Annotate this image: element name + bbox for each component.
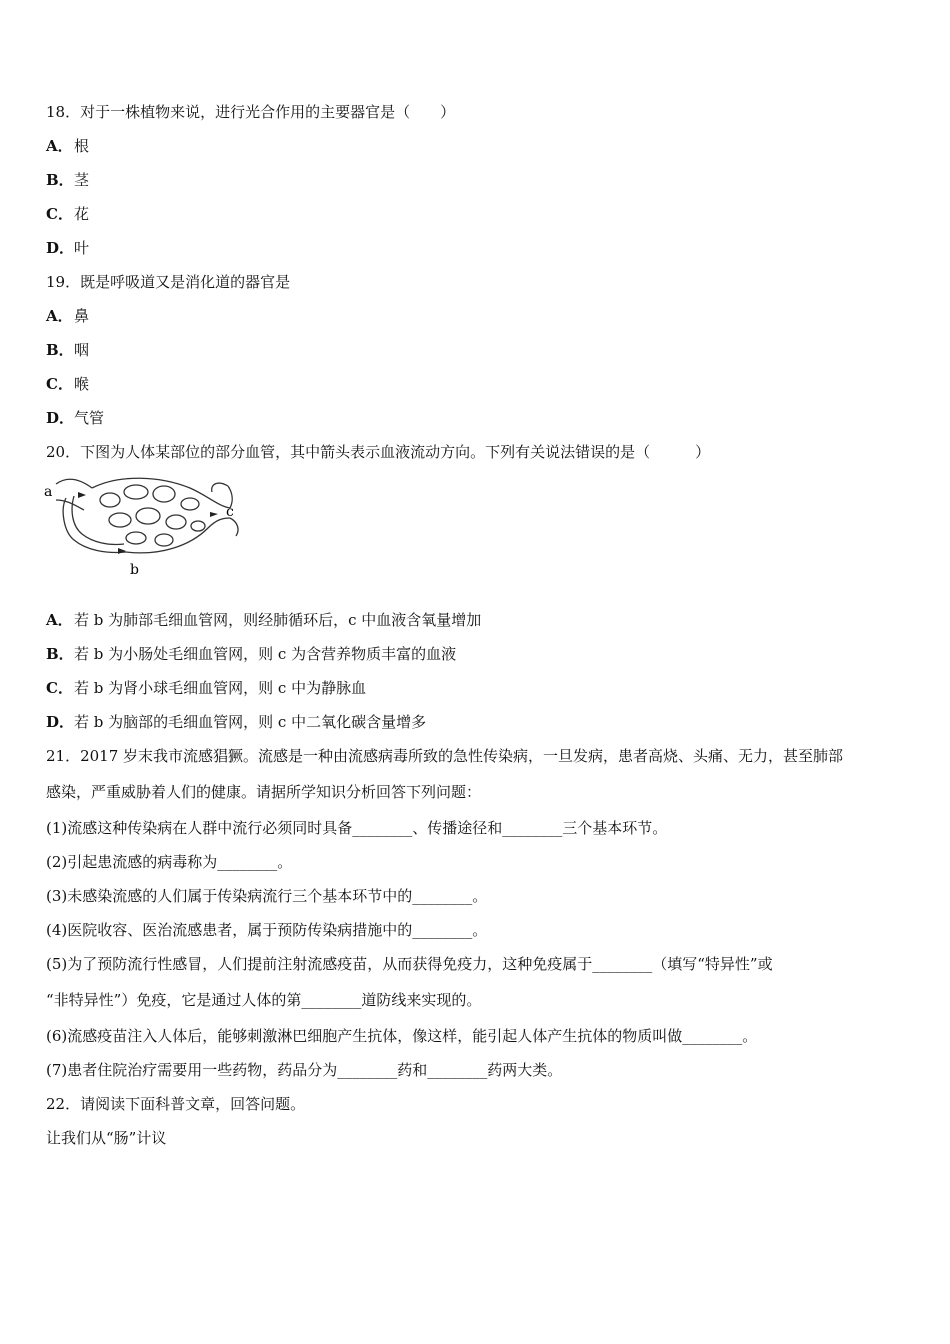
q21-stem-line1: 21．2017 岁末我市流感猖獗。流感是一种由流感病毒所致的急性传染病，一旦发病，患者高烧、头痛、无力，甚至肺部 bbox=[46, 747, 844, 765]
option-letter: B． bbox=[46, 341, 74, 359]
label-b: b bbox=[130, 562, 139, 578]
q18-option-c bbox=[46, 204, 89, 224]
option-letter: C． bbox=[46, 205, 73, 223]
q19-option-d bbox=[46, 408, 104, 428]
option-text: 叶 bbox=[74, 239, 90, 257]
q20-option-b bbox=[46, 644, 456, 664]
q19-option-b bbox=[46, 340, 89, 360]
option-text: 若 b 为肺部毛细血管网，则经肺循环后，c 中血液含氧量增加 bbox=[74, 611, 482, 629]
arrow-c bbox=[210, 512, 218, 517]
q21-sub5-line1: (5)为了预防流行性感冒，人们提前注射流感疫苗，从而获得免疫力，这种免疫属于________（填写“特异性”或 bbox=[46, 955, 773, 973]
q20-option-a bbox=[46, 610, 481, 630]
arrow-b bbox=[118, 548, 126, 554]
vessel-loop-inner bbox=[72, 496, 124, 545]
option-letter: D． bbox=[46, 713, 75, 731]
q21-sub3: (3)未感染流感的人们属于传染病流行三个基本环节中的________。 bbox=[46, 887, 488, 905]
q21-sub1: (1)流感这种传染病在人群中流行必须同时具备________、传播途径和________三个基本环节。 bbox=[46, 819, 668, 837]
option-letter: C． bbox=[46, 679, 73, 697]
arrow-a bbox=[78, 492, 86, 498]
option-text: 茎 bbox=[74, 171, 90, 189]
q18-option-a bbox=[46, 136, 89, 156]
q20-option-d bbox=[46, 712, 426, 732]
option-text: 咽 bbox=[74, 341, 90, 359]
option-text: 根 bbox=[74, 137, 90, 155]
q22-article-title: 让我们从“肠”计议 bbox=[46, 1129, 167, 1147]
q19-option-c bbox=[46, 374, 89, 394]
q21-sub7: (7)患者住院治疗需要用一些药物，药品分为________药和________药两大类。 bbox=[46, 1061, 563, 1079]
q21-sub4: (4)医院收容、医治流感患者，属于预防传染病措施中的________。 bbox=[46, 921, 488, 939]
option-letter: A． bbox=[46, 137, 73, 155]
q21-sub6: (6)流感疫苗注入人体后，能够刺激淋巴细胞产生抗体，像这样，能引起人体产生抗体的物质叫做________。 bbox=[46, 1027, 758, 1045]
option-text: 若 b 为小肠处毛细血管网，则 c 为含营养物质丰富的血液 bbox=[74, 645, 457, 663]
q18-option-b bbox=[46, 170, 89, 190]
option-text: 气管 bbox=[74, 409, 105, 427]
label-c: c bbox=[226, 504, 234, 520]
q22-stem: 22．请阅读下面科普文章，回答问题。 bbox=[46, 1095, 306, 1113]
vessel-a-top bbox=[56, 479, 92, 488]
option-text: 喉 bbox=[74, 375, 90, 393]
option-letter: B． bbox=[46, 645, 74, 663]
option-letter: D． bbox=[46, 239, 75, 257]
q18-option-d bbox=[46, 238, 89, 258]
vessel-c-branch bbox=[212, 483, 228, 492]
label-a: a bbox=[44, 484, 53, 500]
q19-stem: 19．既是呼吸道又是消化道的器官是 bbox=[46, 273, 291, 291]
option-letter: C． bbox=[46, 375, 73, 393]
option-letter: A． bbox=[46, 307, 73, 325]
blood-vessel-figure bbox=[40, 470, 260, 582]
q21-sub5-line2: “非特异性”）免疫，它是通过人体的第________道防线来实现的。 bbox=[46, 991, 482, 1009]
q18-stem: 18．对于一株植物来说，进行光合作用的主要器官是（ ） bbox=[46, 103, 456, 121]
option-letter: A． bbox=[46, 611, 73, 629]
option-letter: B． bbox=[46, 171, 74, 189]
option-text: 若 b 为脑部的毛细血管网，则 c 中二氧化碳含量增多 bbox=[74, 713, 427, 731]
vessel-a-bottom bbox=[56, 500, 84, 510]
option-text: 鼻 bbox=[74, 307, 90, 325]
q21-stem-line2: 感染，严重威胁着人们的健康。请据所学知识分析回答下列问题： bbox=[46, 783, 482, 801]
q19-option-a bbox=[46, 306, 89, 326]
q21-sub2: (2)引起患流感的病毒称为________。 bbox=[46, 853, 293, 871]
q20-stem: 20．下图为人体某部位的部分血管，其中箭头表示血液流动方向。下列有关说法错误的是（ ） bbox=[46, 443, 711, 461]
option-text: 若 b 为肾小球毛细血管网，则 c 中为静脉血 bbox=[74, 679, 367, 697]
option-text: 花 bbox=[74, 205, 90, 223]
option-letter: D． bbox=[46, 409, 75, 427]
q20-option-c bbox=[46, 678, 366, 698]
